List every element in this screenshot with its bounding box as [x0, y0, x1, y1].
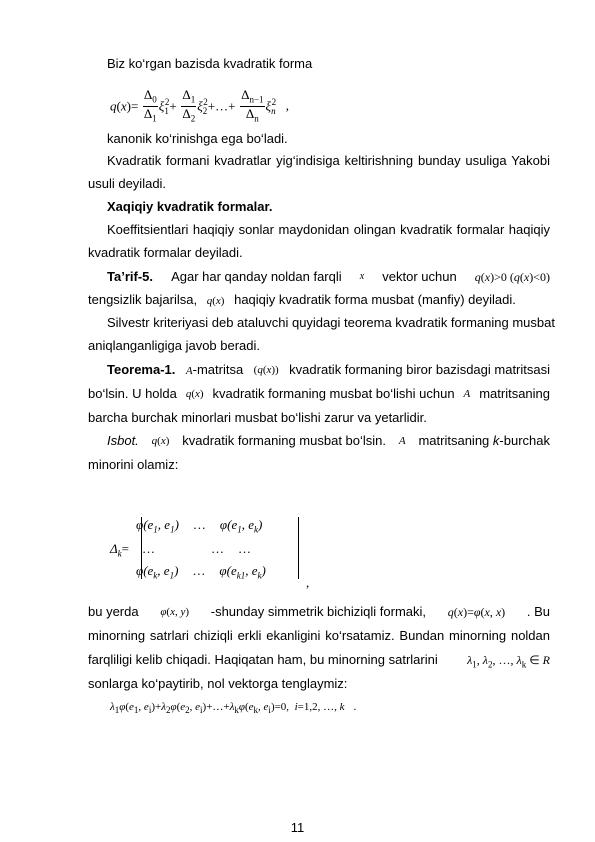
formula-canonical: q(x)= $\frac{\Delta_0}{\Delta_1}$ $\xi_1^2+$ $\frac{\Delta_1}{\Delta_2}$ $\xi_2^2+\dots+$ $\frac{\Delta_{n-1}}{\Delta_n}$ $\xi_n^2$ , — [110, 86, 289, 124]
paragraph-real-forms-line2: kvadratik formalar deyiladi. — [88, 245, 243, 260]
theorem-line3: barcha burchak minorlari musbat bo‘lishi zarur va yetarlidir. — [88, 410, 427, 425]
paragraph-silvestr-line2: aniqlanganligiga javob beradi. — [88, 338, 261, 353]
paragraph-bu-line2: minorning satrlari chiziqli erkli ekanligini ko‘rsatamiz. Bundan minorning noldan — [88, 628, 550, 643]
definition-label: Ta’rif-5. — [107, 269, 153, 284]
theorem-line2: bo‘lsin. U holda q(x) kvadratik formaning musbat bo‘lishi uchun A matritsaning — [88, 386, 550, 401]
paragraph-bu-line4: sonlarga ko‘paytirib, nol vektorga tenglaymiz: — [88, 676, 348, 691]
proof-line2: minorini olamiz: — [88, 457, 179, 472]
paragraph-intro: Biz ko‘rgan bazisda kvadratik forma — [107, 56, 313, 71]
paragraph-canonical: kanonik ko‘rinishga ega bo‘ladi. — [107, 131, 288, 146]
page-number: 11 — [290, 820, 305, 835]
section-heading: Xaqiqiy kvadratik formalar. — [107, 199, 273, 214]
definition-text-b: vektor uchun — [382, 269, 457, 284]
paragraph-real-forms-line1: Koeffitsientlari haqiqiy sonlar maydonidan olingan kvadratik formalar haqiqiy — [107, 222, 550, 237]
definition-line2: tengsizlik bajarilsa, q(x) haqiqiy kvadratik forma musbat (manfiy) deyiladi. — [88, 292, 516, 307]
definition-text-a: Agar har qanday noldan farqli — [171, 269, 342, 284]
minor-matrix: $\Delta_k=$ $\varphi(e_1$, $e_1$) … $\varphi(e_1$, $e_k$) … … … $\varphi(e_k$, $e_1$) … $\varphi(e_{k1}$, $e_k$) , — [110, 517, 310, 590]
theorem-line1: Teorema-1. A-matritsa (q(x)) kvadratik formaning biror bazisdagi matritsasi — [107, 362, 550, 377]
theorem-label: Teorema-1. — [107, 362, 176, 377]
paragraph-bu-line1: bu yerda φ(x, y) -shunday simmetrik bichiziqli formaki, q(x)=φ(x, x) . Bu — [88, 604, 550, 619]
paragraph-yakobi-line1: Kvadratik formani kvadratlar yig‘indisiga keltirishning bunday usuliga Yakobi — [107, 153, 550, 168]
paragraph-yakobi-line2: usuli deyiladi. — [88, 176, 167, 191]
paragraph-silvestr-line1: Silvestr kriteriyasi deb ataluvchi quyidagi teorema kvadratik formaning musbat — [107, 315, 555, 330]
definition-line1: Ta’rif-5. Agar har qanday noldan farqli x vektor uchun q(x)>0 (q(x)<0) — [107, 269, 550, 284]
formula-linear-combination: $\lambda_1\varphi(e_1$, $e_i)+\lambda_2\varphi(e_2$, $e_i)+\dots+\lambda_k\varphi(e_k$, $e_i)=0$, i=1,2, …, k . — [110, 701, 357, 716]
paragraph-bu-line3: farqliligi kelib chiqadi. Haqiqatan ham, bu minorning satrlarini $\lambda_1$, $\lambda_2$, …, $\lambda_k$ ∈ R — [88, 652, 550, 670]
proof-line1: Isbot. q(x) kvadratik formaning musbat bo‘lsin. A matritsaning k-burchak — [107, 433, 550, 448]
proof-label: Isbot. — [107, 433, 139, 448]
